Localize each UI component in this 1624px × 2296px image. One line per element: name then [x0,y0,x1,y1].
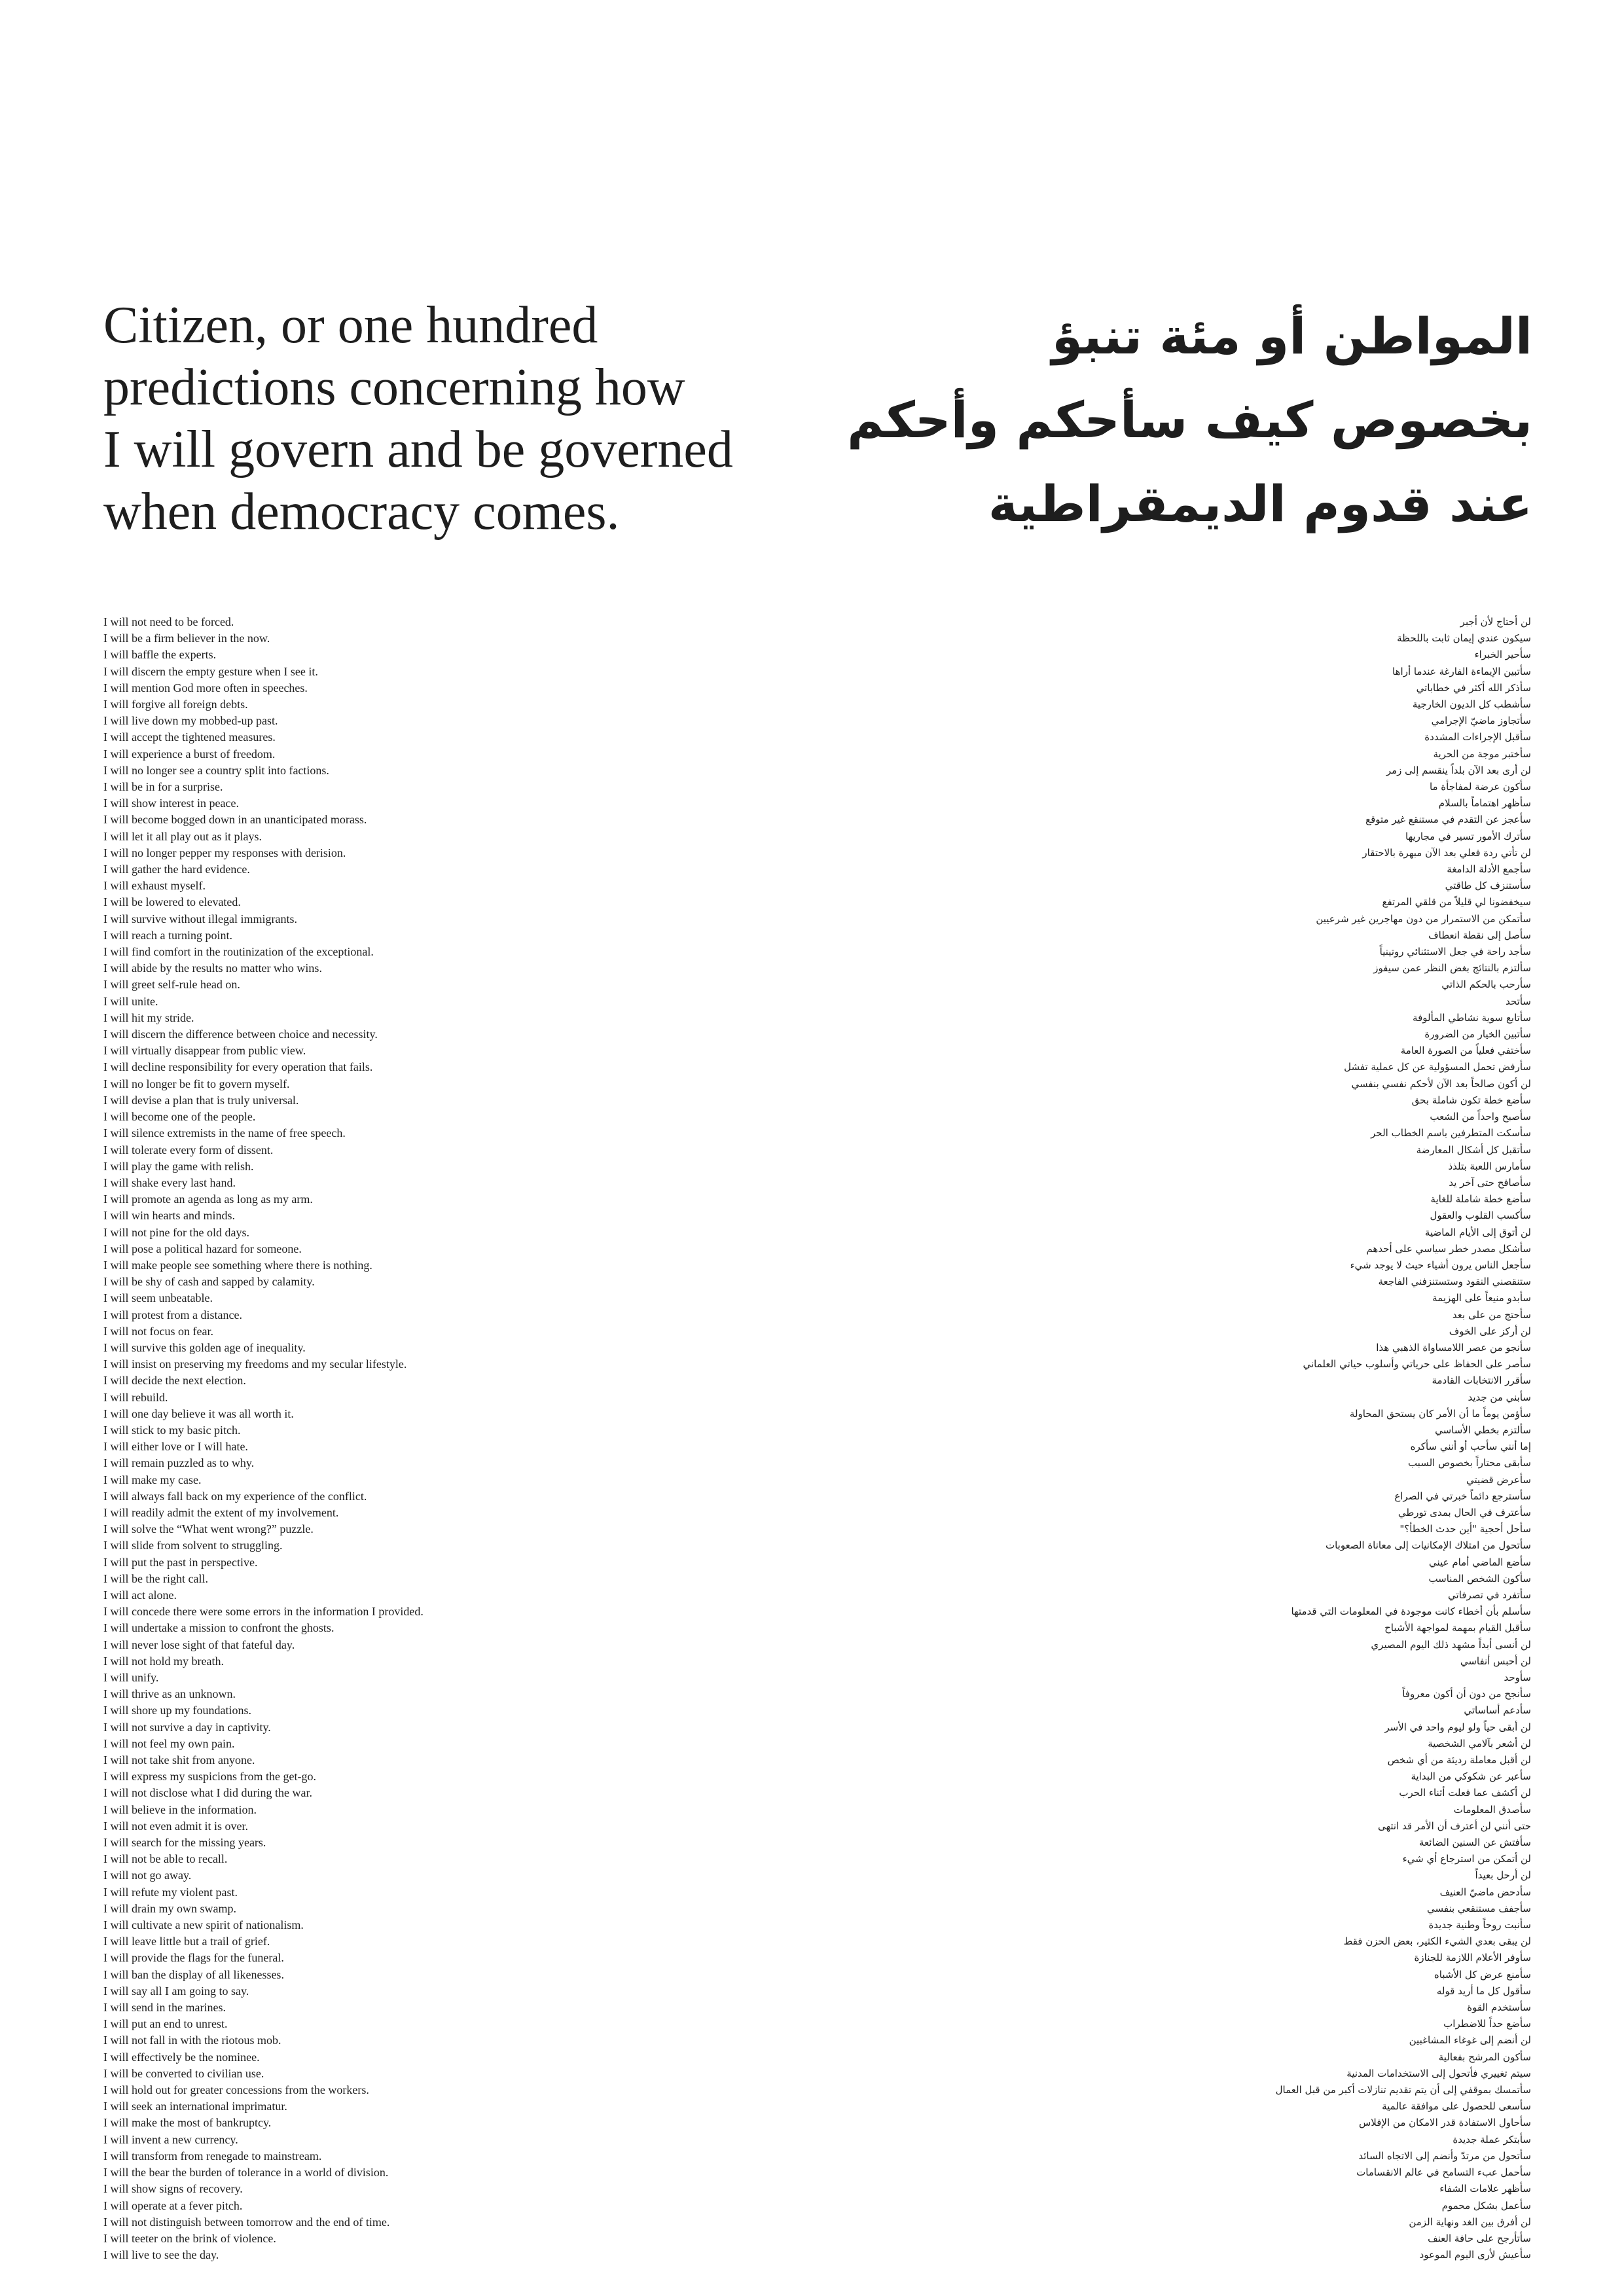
prediction-line-arabic: سأنبت روحاً وطنية جديدة [1428,1919,1531,1931]
prediction-line-english: I will survive this golden age of inequality. [103,1340,306,1354]
prediction-line-arabic: لن أرحل بعيداً [1475,1869,1531,1882]
prediction-line-english: I will thrive as an unknown. [103,1687,236,1701]
prediction-line-english: I will cultivate a new spirit of nationalism. [103,1918,304,1932]
prediction-line-english: I will decline responsibility for every operation that fails. [103,1060,373,1074]
prediction-line-english: I will drain my own swamp. [103,1901,236,1915]
prediction-line-english: I will refute my violent past. [103,1885,238,1899]
prediction-line-english: I will make my case. [103,1473,202,1486]
prediction-line-english: I will concede there were some errors in the information I provided. [103,1605,424,1619]
prediction-line-arabic: سأتأرجح على حافة العنف [1428,2232,1531,2244]
prediction-line-arabic: سأعترف في الحال بمدى تورطي [1398,1506,1531,1518]
prediction-line-arabic: سأعجز عن التقدم في مستنقع غير متوقع [1365,814,1531,826]
prediction-line-english: I will accept the tightened measures. [103,730,276,744]
title-english-line: I will govern and be governed [103,421,733,478]
prediction-line-english: I will not be able to recall. [103,1852,228,1866]
prediction-line-arabic: سأجد راحة في جعل الاستثنائي روتينياً [1379,946,1531,958]
prediction-line-english: I will exhaust myself. [103,879,206,893]
prediction-line-english: I will no longer be fit to govern myself. [103,1077,290,1090]
prediction-line-arabic: حتى أنني لن أعترف أن الأمر قد انتهى [1377,1820,1531,1832]
prediction-line-arabic: سأمنع عرض كل الأشباه [1434,1968,1531,1981]
prediction-line-arabic: سأظهر اهتماماً بالسلام [1438,797,1531,810]
predictions-list-english [103,614,758,2263]
prediction-line-arabic: سأسكت المتطرفين باسم الخطاب الحر [1371,1127,1531,1139]
prediction-line-arabic: سأتمكن من الاستمرار من دون مهاجرين غير شرعيين [1316,912,1531,925]
prediction-line-english: I will provide the flags for the funeral. [103,1951,284,1965]
prediction-line-english: I will mention God more often in speeches. [103,681,308,694]
prediction-line-arabic: سأحل أحجية "أين حدث الخطأ؟" [1399,1523,1531,1535]
prediction-line-english: I will tolerate every form of dissent. [103,1143,274,1157]
prediction-line-arabic: سأتبين الإيماءة الفارغة عندما أراها [1392,665,1531,677]
prediction-line-arabic: سأترك الأمور تسير في مجاريها [1405,830,1531,842]
prediction-line-english: I will live down my mobbed-up past. [103,714,278,728]
prediction-line-english: I will no longer pepper my responses with derision. [103,846,346,859]
prediction-line-english: I will show signs of recovery. [103,2182,243,2196]
prediction-line-arabic: سأحمل عبء التسامح في عالم الانقسامات [1356,2166,1531,2179]
prediction-line-arabic: سأنجح من دون أن أكون معروفاً [1402,1688,1531,1700]
prediction-line-arabic: لن أركز على الخوف [1449,1325,1531,1337]
prediction-line-english: I will not fall in with the riotous mob. [103,2034,281,2047]
prediction-line-english: I will discern the difference between choice and necessity. [103,1028,378,1041]
prediction-line-arabic: سأبني من جديد [1468,1391,1531,1403]
prediction-line-english: I will solve the “What went wrong?” puzzle. [103,1522,314,1536]
prediction-line-arabic: لن أتمكن من استرجاع أي شيء [1402,1853,1531,1865]
prediction-line-english: I will be in for a surprise. [103,780,223,794]
prediction-line-arabic: سأختفي فعلياً من الصورة العامة [1400,1045,1531,1057]
prediction-line-arabic: سأبدو منيعاً على الهزيمة [1432,1292,1531,1304]
prediction-line-arabic: سأختبر موجة من الحرية [1433,747,1531,760]
prediction-line-arabic: سأصبح واحداً من الشعب [1430,1111,1531,1123]
prediction-line-english: I will gather the hard evidence. [103,863,250,876]
prediction-line-arabic: لن أحتاج لأن أجبر [1460,616,1531,628]
prediction-line-english: I will make the most of bankruptcy. [103,2116,272,2130]
prediction-line-arabic: لن أرى بعد الآن بلداً ينقسم إلى زمر [1386,764,1531,776]
title-english-line: Citizen, or one hundred [103,296,598,354]
prediction-line-arabic: سأوفر الأعلام اللازمة للجنازة [1414,1952,1531,1964]
prediction-line-arabic: ستنقصني النقود وستستنزفني الفاجعة [1378,1276,1531,1288]
prediction-line-english: I will shake every last hand. [103,1175,236,1189]
prediction-line-arabic: سأقرر الانتخابات القادمة [1432,1374,1531,1387]
prediction-line-english: I will the bear the burden of tolerance in a world of division. [103,2166,389,2179]
prediction-line-english: I will be a firm believer in the now. [103,632,270,645]
prediction-line-english: I will no longer see a country split into factions. [103,763,329,777]
title-arabic [747,295,1532,546]
prediction-line-english: I will remain puzzled as to why. [103,1456,255,1470]
prediction-line-english: I will not even admit it is over. [103,1819,248,1833]
prediction-line-english: I will be shy of cash and sapped by calamity. [103,1275,315,1289]
predictions-list-arabic [876,614,1531,2263]
prediction-line-english: I will seem unbeatable. [103,1291,213,1305]
prediction-line-english: I will live to see the day. [103,2248,219,2262]
prediction-line-arabic: سأجمع الأدلة الدامغة [1447,863,1531,876]
prediction-line-english: I will survive without illegal immigrants. [103,912,297,925]
prediction-line-english: I will not pine for the old days. [103,1225,249,1239]
prediction-line-arabic: سأقبل الإجراءات المشددة [1424,731,1531,744]
prediction-line-english: I will not disclose what I did during the war. [103,1786,312,1800]
prediction-line-arabic: لن أبقى حياً ولو ليوم واحد في الأسر [1384,1721,1531,1733]
prediction-line-english: I will readily admit the extent of my involvement. [103,1505,339,1519]
title-english-line: when democracy comes. [103,483,620,541]
prediction-line-english: I will become one of the people. [103,1110,256,1124]
prediction-line-english: I will either love or I will hate. [103,1440,248,1454]
prediction-line-english: I will find comfort in the routinization of the exceptional. [103,945,374,959]
prediction-line-english: I will invent a new currency. [103,2132,238,2146]
prediction-line-english: I will experience a burst of freedom. [103,747,276,761]
prediction-line-english: I will put an end to unrest. [103,2017,228,2031]
prediction-line-arabic: سأظهر علامات الشفاء [1439,2183,1531,2195]
prediction-line-english: I will undertake a mission to confront the ghosts. [103,1621,334,1635]
prediction-line-arabic: سأقبل القيام بمهمة لمواجهة الأشباح [1384,1622,1531,1634]
prediction-line-arabic: سأسعى للحصول على موافقة عالمية [1382,2100,1531,2113]
prediction-line-english: I will promote an agenda as long as my arm. [103,1193,313,1206]
prediction-line-english: I will unify. [103,1671,159,1684]
prediction-line-arabic: سأضع الماضي أمام عيني [1429,1556,1531,1568]
prediction-line-english: I will express my suspicions from the get-go. [103,1770,316,1784]
prediction-line-english: I will teeter on the brink of violence. [103,2231,276,2245]
prediction-line-english: I will unite. [103,994,158,1008]
prediction-line-arabic: سأنجو من عصر اللامساواة الذهبي هذا [1376,1341,1531,1354]
prediction-line-english: I will put the past in perspective. [103,1555,258,1569]
prediction-line-english: I will abide by the results no matter who wins. [103,961,322,975]
prediction-line-english: I will seek an international imprimatur. [103,2100,287,2113]
prediction-line-arabic: سأرحب بالحكم الذاتي [1441,978,1531,991]
prediction-line-arabic: إما أنني سأحب أو أنني سأكره [1410,1441,1531,1453]
prediction-line-english: I will not distinguish between tomorrow and the end of time. [103,2215,390,2229]
prediction-line-english: I will not focus on fear. [103,1324,213,1338]
title-arabic-line: المواطن أو مئة تنبؤ [1051,307,1532,365]
prediction-line-english: I will silence extremists in the name of free speech. [103,1126,346,1140]
prediction-line-arabic: سأصل إلى نقطة انعطاف [1428,929,1531,941]
prediction-line-english: I will hit my stride. [103,1011,194,1024]
prediction-line-english: I will forgive all foreign debts. [103,698,248,711]
prediction-line-english: I will discern the empty gesture when I see it. [103,664,318,678]
prediction-line-arabic: سأتبين الخيار من الضرورة [1424,1028,1531,1041]
prediction-line-arabic: لن أحبس أنفاسي [1460,1655,1531,1667]
prediction-line-english: I will not take shit from anyone. [103,1753,255,1767]
prediction-line-arabic: سأكون عرضة لمفاجأة ما [1429,781,1531,793]
prediction-line-english: I will reach a turning point. [103,928,232,942]
prediction-line-arabic: لن أنضم إلى غوغاء المشاغبين [1409,2034,1531,2047]
prediction-line-arabic: سأشكل مصدر خطر سياسي على أحدهم [1366,1242,1531,1255]
prediction-line-arabic: سأحتج من على بعد [1452,1308,1531,1321]
prediction-line-english: I will be lowered to elevated. [103,895,241,909]
prediction-line-arabic: سأتفرد في تصرفاتي [1448,1588,1531,1601]
prediction-line-english: I will let it all play out as it plays. [103,829,262,843]
prediction-line-arabic: سأستخدم القوة [1467,2001,1531,2014]
prediction-line-arabic: سأدعم أساساتي [1464,1704,1531,1717]
prediction-line-arabic: سأعبر عن شكوكي من البداية [1411,1770,1531,1783]
prediction-line-english: I will ban the display of all likenesses. [103,1967,284,1981]
prediction-line-arabic: سأتحول من مرتدّ وأنضم إلى الاتجاه السائد [1358,2149,1531,2162]
prediction-line-english: I will win hearts and minds. [103,1209,235,1223]
prediction-line-english: I will not go away. [103,1869,192,1882]
prediction-line-arabic: لن أفرق بين الغد ونهاية الزمن [1409,2215,1531,2228]
prediction-line-arabic: لن أكشف عما فعلت أثناء الحرب [1399,1787,1531,1799]
prediction-line-english: I will always fall back on my experience of the conflict. [103,1489,367,1503]
prediction-line-arabic: سأجفف مستنقعي بنفسي [1426,1902,1531,1914]
title-arabic-line: عند قدوم الديمقراطية [988,475,1532,533]
prediction-line-arabic: سأتجاوز ماضيّ الإجرامي [1431,715,1531,727]
prediction-line-english: I will search for the missing years. [103,1836,266,1850]
prediction-line-english: I will hold out for greater concessions from the workers. [103,2083,369,2097]
prediction-line-arabic: سأعرض قضيتي [1466,1473,1531,1486]
prediction-line-english: I will become bogged down in an unanticipated morass. [103,813,367,827]
prediction-line-english: I will baffle the experts. [103,648,217,662]
prediction-line-english: I will operate at a fever pitch. [103,2198,243,2212]
prediction-line-english: I will protest from a distance. [103,1308,242,1321]
prediction-line-arabic: سيخفضونا لي قليلاً من قلقي المرتفع [1382,896,1531,908]
prediction-line-arabic: سأضع خطة شاملة للغاية [1430,1193,1531,1206]
prediction-line-english: I will never lose sight of that fateful day. [103,1638,295,1651]
prediction-line-arabic: سأسترجع دائماً خبرتي في الصراع [1394,1490,1531,1502]
prediction-line-english: I will decide the next election. [103,1374,246,1388]
prediction-line-arabic: لن أتوق إلى الأيام الماضية [1424,1226,1531,1238]
prediction-line-english: I will insist on preserving my freedoms and my secular lifestyle. [103,1357,407,1371]
prediction-line-english: I will play the game with relish. [103,1159,254,1173]
prediction-line-arabic: سأصر على الحفاظ على حرياتي وأسلوب حياتي العلماني [1303,1358,1531,1371]
prediction-line-arabic: سأعمل بشكل محموم [1441,2199,1531,2212]
prediction-line-english: I will believe in the information. [103,1803,257,1816]
prediction-line-arabic: سأضع حداً للاضطراب [1443,2018,1531,2030]
title-english-line: predictions concerning how [103,359,685,416]
prediction-line-arabic: سأرفض تحمل المسؤولية عن كل عملية تفشل [1344,1061,1531,1073]
prediction-line-arabic: سألتزم بخطي الأساسي [1435,1424,1531,1436]
prediction-line-english: I will act alone. [103,1588,177,1602]
prediction-line-english: I will not need to be forced. [103,615,234,628]
prediction-line-english: I will leave little but a trail of grief. [103,1935,270,1948]
prediction-line-arabic: سأستنزف كل طاقتي [1445,880,1531,892]
prediction-line-english: I will stick to my basic pitch. [103,1423,241,1437]
prediction-line-english: I will virtually disappear from public view. [103,1044,306,1058]
prediction-line-arabic: سأسلم بأن أخطاء كانت موجودة في المعلومات التي قدمتها [1291,1605,1531,1618]
prediction-line-english: I will not survive a day in captivity. [103,1720,271,1734]
prediction-line-arabic: سأبتكر عملة جديدة [1453,2133,1531,2145]
prediction-line-arabic: سأتابع سوية نشاطي المألوفة [1413,1011,1531,1024]
prediction-line-arabic: سأكون الشخص المناسب [1428,1572,1531,1585]
prediction-line-english: I will send in the marines. [103,2001,226,2015]
prediction-line-arabic: سأتقبل كل أشكال المعارضة [1416,1143,1531,1156]
prediction-line-arabic: سألتزم بالنتائج بغض النظر عمن سيفوز [1373,962,1531,975]
prediction-line-arabic: سأكون المرشح بفعالية [1438,2051,1531,2063]
prediction-line-english: I will not hold my breath. [103,1654,224,1668]
prediction-line-arabic: لن أشعر بآلامي الشخصية [1428,1737,1531,1749]
prediction-line-arabic: سأوحد [1504,1672,1531,1683]
prediction-line-arabic: سأدحض ماضيّ العنيف [1439,1886,1531,1898]
prediction-line-arabic: لن أكون صالحاً بعد الآن لأحكم نفسي بنفسي [1351,1077,1531,1090]
title-arabic-line: بخصوص كيف سأحكم وأحكم [847,391,1532,449]
prediction-line-english: I will rebuild. [103,1390,168,1404]
prediction-line-arabic: سأكسب القلوب والعقول [1430,1210,1531,1222]
prediction-line-arabic: سأذكر الله أكثر في خطاباتي [1416,681,1531,694]
prediction-line-arabic: لن أنسى أبداً مشهد ذلك اليوم المصيري [1371,1638,1531,1651]
prediction-line-english: I will shore up my foundations. [103,1704,251,1717]
prediction-line-arabic: سيتم تغييري فأتحول إلى الاستخدامات المدنية [1346,2067,1531,2079]
prediction-line-arabic: سأبقى محتاراً بخصوص السبب [1407,1457,1531,1469]
prediction-line-arabic: سأقول كل ما أريد قوله [1436,1984,1531,1997]
prediction-line-english: I will show interest in peace. [103,797,239,810]
prediction-line-arabic: سأحير الخبراء [1474,649,1531,661]
prediction-line-arabic: سيكون عندي إيمان ثابت باللحظة [1397,632,1531,645]
prediction-line-arabic: لن أقبل معاملة رديئة من أي شخص [1387,1754,1531,1767]
prediction-line-arabic: سأصافح حتى آخر يد [1449,1176,1531,1189]
prediction-line-english: I will transform from renegade to mainstream. [103,2149,322,2162]
prediction-line-arabic: سأؤمن يوماً ما أن الأمر كان يستحق المحاولة [1349,1407,1531,1420]
prediction-line-english: I will be the right call. [103,1571,208,1585]
prediction-line-arabic: سأضع خطة تكون شاملة بحق [1411,1094,1531,1106]
prediction-line-english: I will devise a plan that is truly universal. [103,1093,299,1107]
prediction-line-english: I will be converted to civilian use. [103,2066,264,2080]
prediction-line-arabic: سأمارس اللعبة بتلذذ [1448,1160,1531,1172]
prediction-line-english: I will make people see something where there is nothing. [103,1258,372,1272]
prediction-line-arabic: سأصدق المعلومات [1453,1803,1531,1816]
prediction-line-arabic: سأعيش لأرى اليوم الموعود [1419,2249,1531,2261]
prediction-line-english: I will say all I am going to say. [103,1984,249,1998]
prediction-line-english: I will slide from solvent to struggling. [103,1539,283,1552]
prediction-line-arabic: سأتمسك بموقفي إلى أن يتم تقديم تنازلات أكبر من قبل العمال [1275,2084,1531,2096]
prediction-line-arabic: سأجعل الناس يرون أشياء حيث لا يوجد شيء [1350,1259,1531,1271]
prediction-line-arabic: سأشطب كل الديون الخارجية [1412,698,1531,711]
prediction-line-arabic: سأفتش عن السنين الضائعة [1419,1837,1531,1849]
prediction-line-english: I will greet self-rule head on. [103,978,240,992]
prediction-line-arabic: لن تأتي ردة فعلي بعد الآن مبهرة بالاحتقار [1362,846,1531,859]
prediction-line-english: I will not feel my own pain. [103,1736,235,1750]
prediction-line-arabic: سأتحد [1506,995,1531,1007]
prediction-line-arabic: سأتحول من امتلاك الإمكانيات إلى معاناة الصعوبات [1325,1539,1531,1552]
prediction-line-english: I will pose a political hazard for someone. [103,1242,302,1255]
prediction-line-arabic: سأحاول الاستفادة قدر الامكان من الإفلاس [1359,2117,1531,2129]
prediction-line-arabic: لن يبقى بعدي الشيء الكثير، بعض الحزن فقط [1343,1935,1531,1948]
prediction-line-english: I will effectively be the nominee. [103,2050,260,2064]
prediction-line-english: I will one day believe it was all worth it. [103,1407,294,1420]
